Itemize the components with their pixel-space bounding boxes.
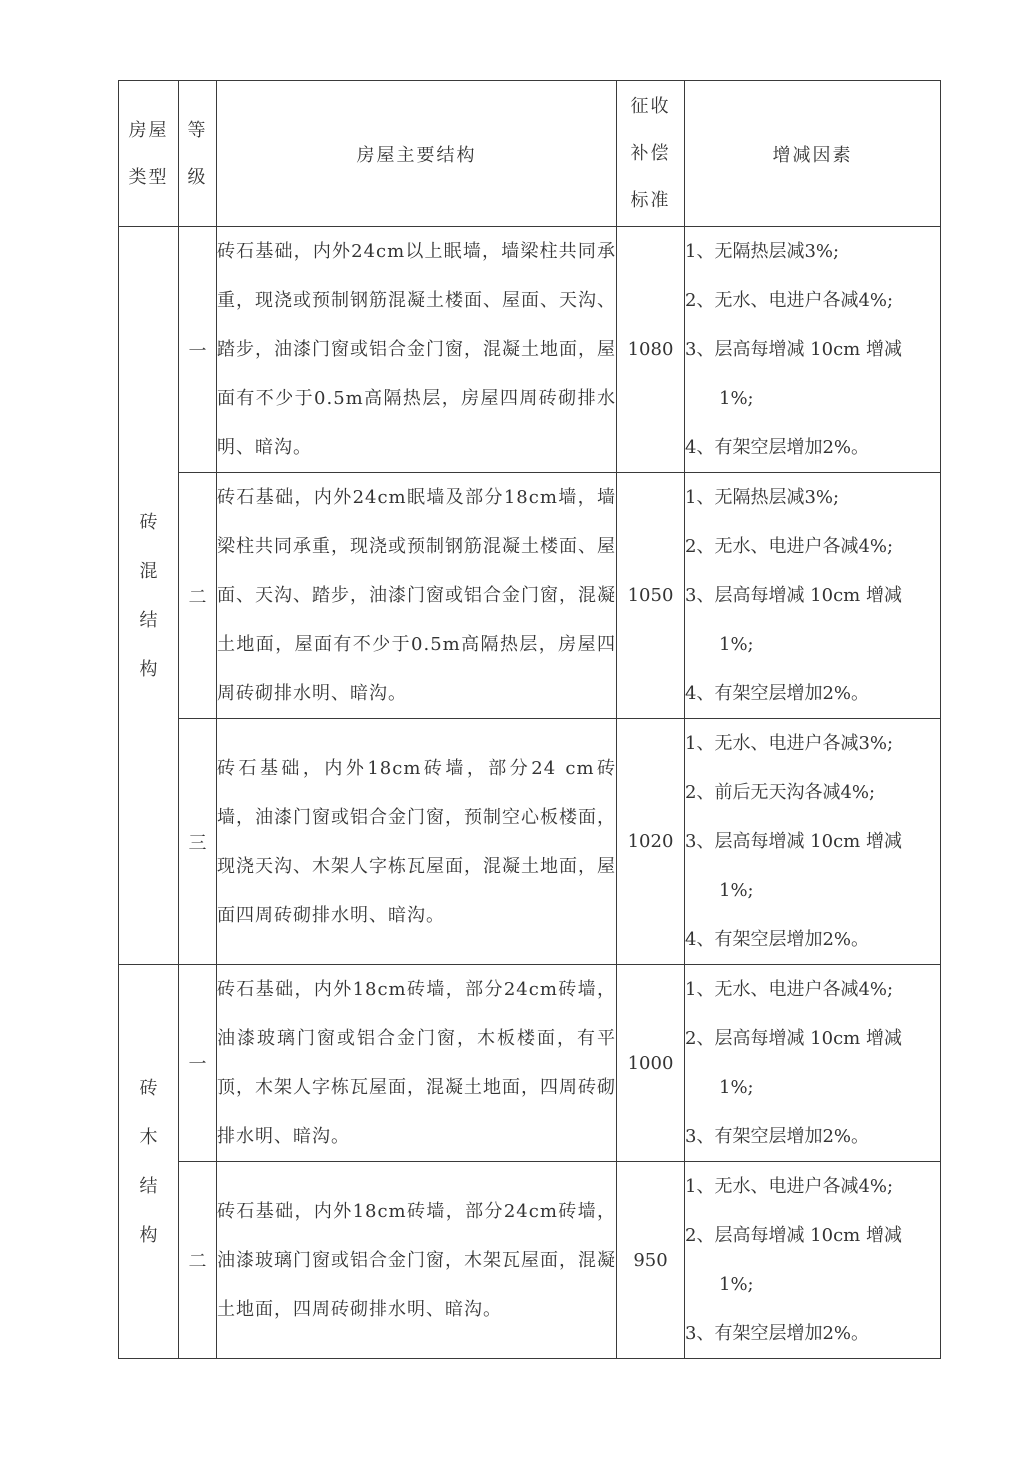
factor-item: 1、无隔热层减3%; xyxy=(685,241,840,262)
structure-cell: 砖石基础，内外18cm砖墙，部分24cm砖墙，油漆玻璃门窗或铝合金门窗，木架瓦屋面，混凝土地面，四周砖砌排水明、暗沟。 xyxy=(217,1162,617,1359)
structure-cell: 砖石基础，内外18cm砖墙，部分24cm砖墙，油漆玻璃门窗或铝合金门窗，木板楼面，有平顶，木架人字栋瓦屋面，混凝土地面，四周砖砌排水明、暗沟。 xyxy=(217,965,617,1162)
standard-cell: 1080 xyxy=(617,227,685,473)
factor-item: 1%; xyxy=(719,1274,754,1295)
factor-item: 1、无水、电进户各减4%; xyxy=(685,1176,894,1197)
factors-cell xyxy=(685,227,941,473)
header-grade: 等 级 xyxy=(179,81,217,227)
grade-cell: 三 xyxy=(179,719,217,965)
grade-cell: 一 xyxy=(179,227,217,473)
header-standard: 征收 补偿 标准 xyxy=(617,81,685,227)
standard-cell: 950 xyxy=(617,1162,685,1359)
grade-cell: 一 xyxy=(179,965,217,1162)
standard-cell: 1020 xyxy=(617,719,685,965)
header-house-type: 房屋 类型 xyxy=(119,81,179,227)
factor-item: 1%; xyxy=(719,880,754,901)
house-type-cell xyxy=(119,227,179,965)
table-row xyxy=(119,473,941,719)
factors-cell xyxy=(685,473,941,719)
factor-item: 3、有架空层增加2%。 xyxy=(685,1323,870,1344)
factor-item: 2、前后无天沟各减4%; xyxy=(685,782,876,803)
factor-item: 1、无水、电进户各减3%; xyxy=(685,733,894,754)
factor-item: 4、有架空层增加2%。 xyxy=(685,929,870,950)
house-type-label: 砖 混 结 构 xyxy=(139,511,158,680)
table-row xyxy=(119,965,941,1162)
table-body xyxy=(119,227,941,1359)
table-row xyxy=(119,719,941,965)
structure-cell: 砖石基础，内外24cm以上眠墙，墙梁柱共同承重，现浇或预制钢筋混凝土楼面、屋面、天沟、踏步，油漆门窗或铝合金门窗，混凝土地面，屋面有不少于0.5m高隔热层，房屋四周砖砌排水明、暗沟。 xyxy=(217,227,617,473)
factors-cell xyxy=(685,719,941,965)
standard-cell: 1000 xyxy=(617,965,685,1162)
factor-item: 2、无水、电进户各减4%; xyxy=(685,290,894,311)
header-structure: 房屋主要结构 xyxy=(217,81,617,227)
compensation-table xyxy=(118,80,941,1359)
table-row xyxy=(119,1162,941,1359)
header-factors: 增减因素 xyxy=(685,81,941,227)
factor-item: 1%; xyxy=(719,1077,754,1098)
factor-item: 3、层高每增减 10cm 增减 xyxy=(685,831,902,852)
factor-item: 1、无隔热层减3%; xyxy=(685,487,840,508)
factor-item: 1、无水、电进户各减4%; xyxy=(685,979,894,1000)
factor-item: 3、层高每增减 10cm 增减 xyxy=(685,585,902,606)
house-type-label: 砖 木 结 构 xyxy=(139,1077,158,1246)
factor-item: 1%; xyxy=(719,634,754,655)
grade-cell: 二 xyxy=(179,473,217,719)
factor-item: 1%; xyxy=(719,388,754,409)
factor-item: 2、无水、电进户各减4%; xyxy=(685,536,894,557)
table-row xyxy=(119,227,941,473)
factors-cell xyxy=(685,1162,941,1359)
grade-cell: 二 xyxy=(179,1162,217,1359)
factor-item: 4、有架空层增加2%。 xyxy=(685,683,870,704)
factor-item: 2、层高每增减 10cm 增减 xyxy=(685,1028,902,1049)
factor-item: 2、层高每增减 10cm 增减 xyxy=(685,1225,902,1246)
factors-cell xyxy=(685,965,941,1162)
factor-item: 3、层高每增减 10cm 增减 xyxy=(685,339,902,360)
factor-item: 4、有架空层增加2%。 xyxy=(685,437,870,458)
standard-cell: 1050 xyxy=(617,473,685,719)
structure-cell: 砖石基础，内外18cm砖墙，部分24 cm砖墙，油漆门窗或铝合金门窗，预制空心板楼面，现浇天沟、木架人字栋瓦屋面，混凝土地面，屋面四周砖砌排水明、暗沟。 xyxy=(217,719,617,965)
house-type-cell xyxy=(119,965,179,1359)
structure-cell: 砖石基础，内外24cm眠墙及部分18cm墙，墙梁柱共同承重，现浇或预制钢筋混凝土楼面、屋面、天沟、踏步，油漆门窗或铝合金门窗，混凝土地面，屋面有不少于0.5m高隔热层，房屋四周砖砌排水明、暗沟。 xyxy=(217,473,617,719)
header-row xyxy=(119,81,941,227)
factor-item: 3、有架空层增加2%。 xyxy=(685,1126,870,1147)
